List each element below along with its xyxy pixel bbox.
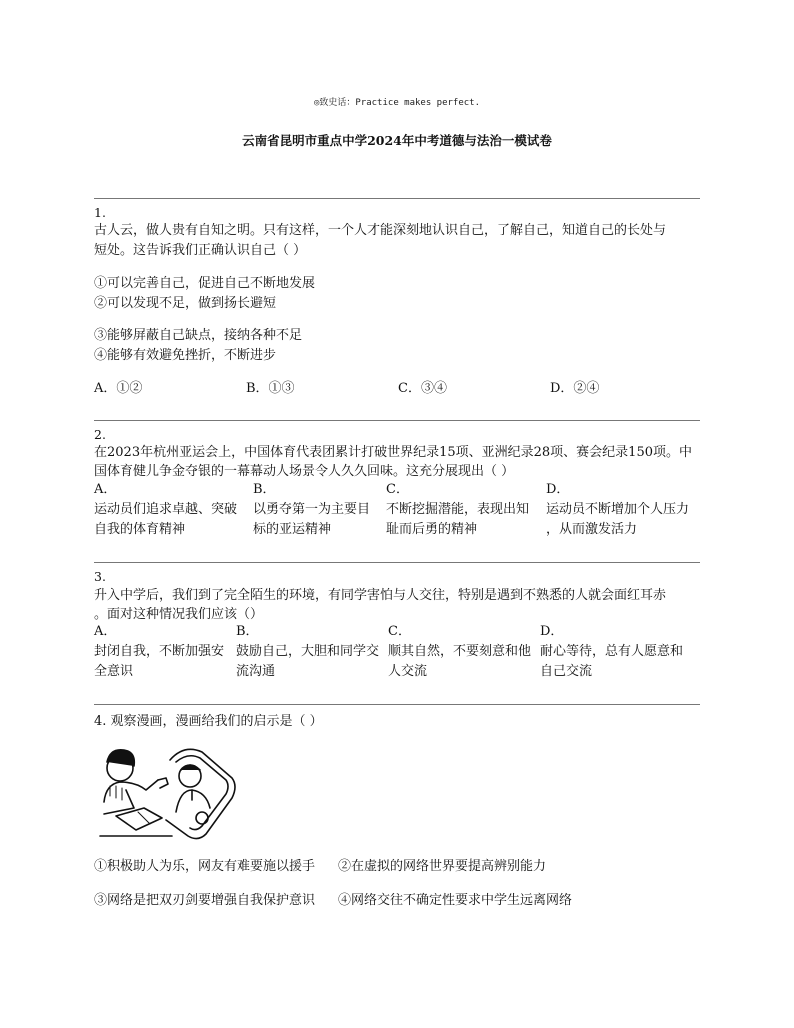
q2-option-a[interactable] — [94, 480, 252, 540]
option-text-line1: 封闭自我，不断加强安 — [94, 644, 225, 659]
q3-option-b[interactable] — [236, 622, 388, 682]
option-text-line1: 鼓励自己，大胆和同学交 — [236, 644, 380, 659]
q4-stem: 4. 观察漫画，漫画给我们的启示是（ ） — [94, 714, 323, 729]
q2-number: 2. — [94, 427, 106, 442]
q1-statement-3: ③能够屏蔽自己缺点，接纳各种不足 — [94, 328, 303, 343]
q1-choice-d[interactable]: D．②④ — [550, 381, 600, 396]
option-letter: A． — [94, 482, 117, 497]
q3-option-c[interactable] — [388, 622, 540, 682]
q2-stem-line2: 国体育健儿争金夺银的一幕幕动人场景令人久久回味。这充分展现出（ ） — [94, 464, 515, 479]
option-text-line2: ，从而激发活力 — [546, 522, 638, 537]
option-letter: B． — [236, 624, 259, 639]
q3-number: 3. — [94, 569, 106, 584]
q4-statement-3: ③网络是把双刃剑要增强自我保护意识 — [94, 893, 316, 908]
q2-option-d[interactable] — [546, 480, 704, 540]
q1-statement-2: ②可以发现不足，做到扬长避短 — [94, 296, 277, 311]
q1-choice-b[interactable]: B．①③ — [246, 381, 295, 396]
q1-number: 1. — [94, 205, 106, 220]
cartoon-image — [96, 738, 236, 842]
option-text-line1: 运动员不断增加个人压力 — [546, 502, 690, 517]
divider — [94, 198, 700, 199]
divider — [94, 420, 700, 421]
q3-stem-line1: 升入中学后，我们到了完全陌生的环境，有同学害怕与人交往，特别是遇到不熟悉的人就会面红耳赤 — [94, 588, 667, 603]
option-text-line2: 流沟通 — [236, 664, 276, 679]
option-letter: D． — [540, 624, 564, 639]
option-text-line1: 以勇夺第一为主要目 — [253, 502, 371, 517]
q1-choice-a[interactable]: A．①② — [94, 381, 143, 396]
q2-stem-line1: 在2023年杭州亚运会上，中国体育代表团累计打破世界纪录15项、亚洲纪录28项、赛会纪录150项。中 — [94, 445, 692, 460]
option-letter: A． — [94, 624, 117, 639]
option-letter: C． — [388, 624, 411, 639]
option-letter: B． — [253, 482, 276, 497]
option-text-line1: 运动员们追求卓越、突破 — [94, 502, 238, 517]
motto: ◎致史话：Practice makes perfect. — [313, 98, 481, 108]
q4-statement-1: ①积极助人为乐，网友有难要施以援手 — [94, 859, 316, 874]
q4-statement-4: ④网络交往不确定性要求中学生远离网络 — [338, 893, 573, 908]
option-text-line2: 自己交流 — [540, 664, 593, 679]
option-text-line1: 耐心等待，总有人愿意和 — [540, 644, 684, 659]
page-title: 云南省昆明市重点中学2024年中考道德与法治一模试卷 — [242, 133, 552, 148]
option-text-line2: 标的亚运精神 — [253, 522, 332, 537]
divider — [94, 704, 700, 705]
q2-option-b[interactable] — [253, 480, 385, 540]
q1-statement-1: ①可以完善自己，促进自己不断地发展 — [94, 276, 316, 291]
option-text-line2: 自我的体育精神 — [94, 522, 186, 537]
q1-stem-line1: 古人云，做人贵有自知之明。只有这样，一个人才能深刻地认识自己，了解自己，知道自己的长处与 — [94, 223, 667, 238]
q3-stem-line2: 。面对这种情况我们应该（） — [94, 607, 264, 622]
q3-option-d[interactable] — [540, 622, 700, 682]
q3-option-a[interactable] — [94, 622, 236, 682]
q1-statement-4: ④能够有效避免挫折，不断进步 — [94, 348, 277, 363]
option-text-line1: 顺其自然，不要刻意和他 — [388, 644, 532, 659]
q4-statement-2: ②在虚拟的网络世界要提高辨别能力 — [338, 859, 547, 874]
option-text-line2: 耻而后勇的精神 — [386, 522, 478, 537]
option-letter: C． — [386, 482, 409, 497]
option-text-line1: 不断挖掘潜能，表现出知 — [386, 502, 530, 517]
divider — [94, 562, 700, 563]
option-text-line2: 人交流 — [388, 664, 428, 679]
option-text-line2: 全意识 — [94, 664, 134, 679]
q1-choice-c[interactable]: C．③④ — [398, 381, 447, 396]
q1-stem-line2: 短处。这告诉我们正确认识自己（ ） — [94, 243, 307, 258]
option-letter: D． — [546, 482, 570, 497]
q2-option-c[interactable] — [386, 480, 544, 540]
